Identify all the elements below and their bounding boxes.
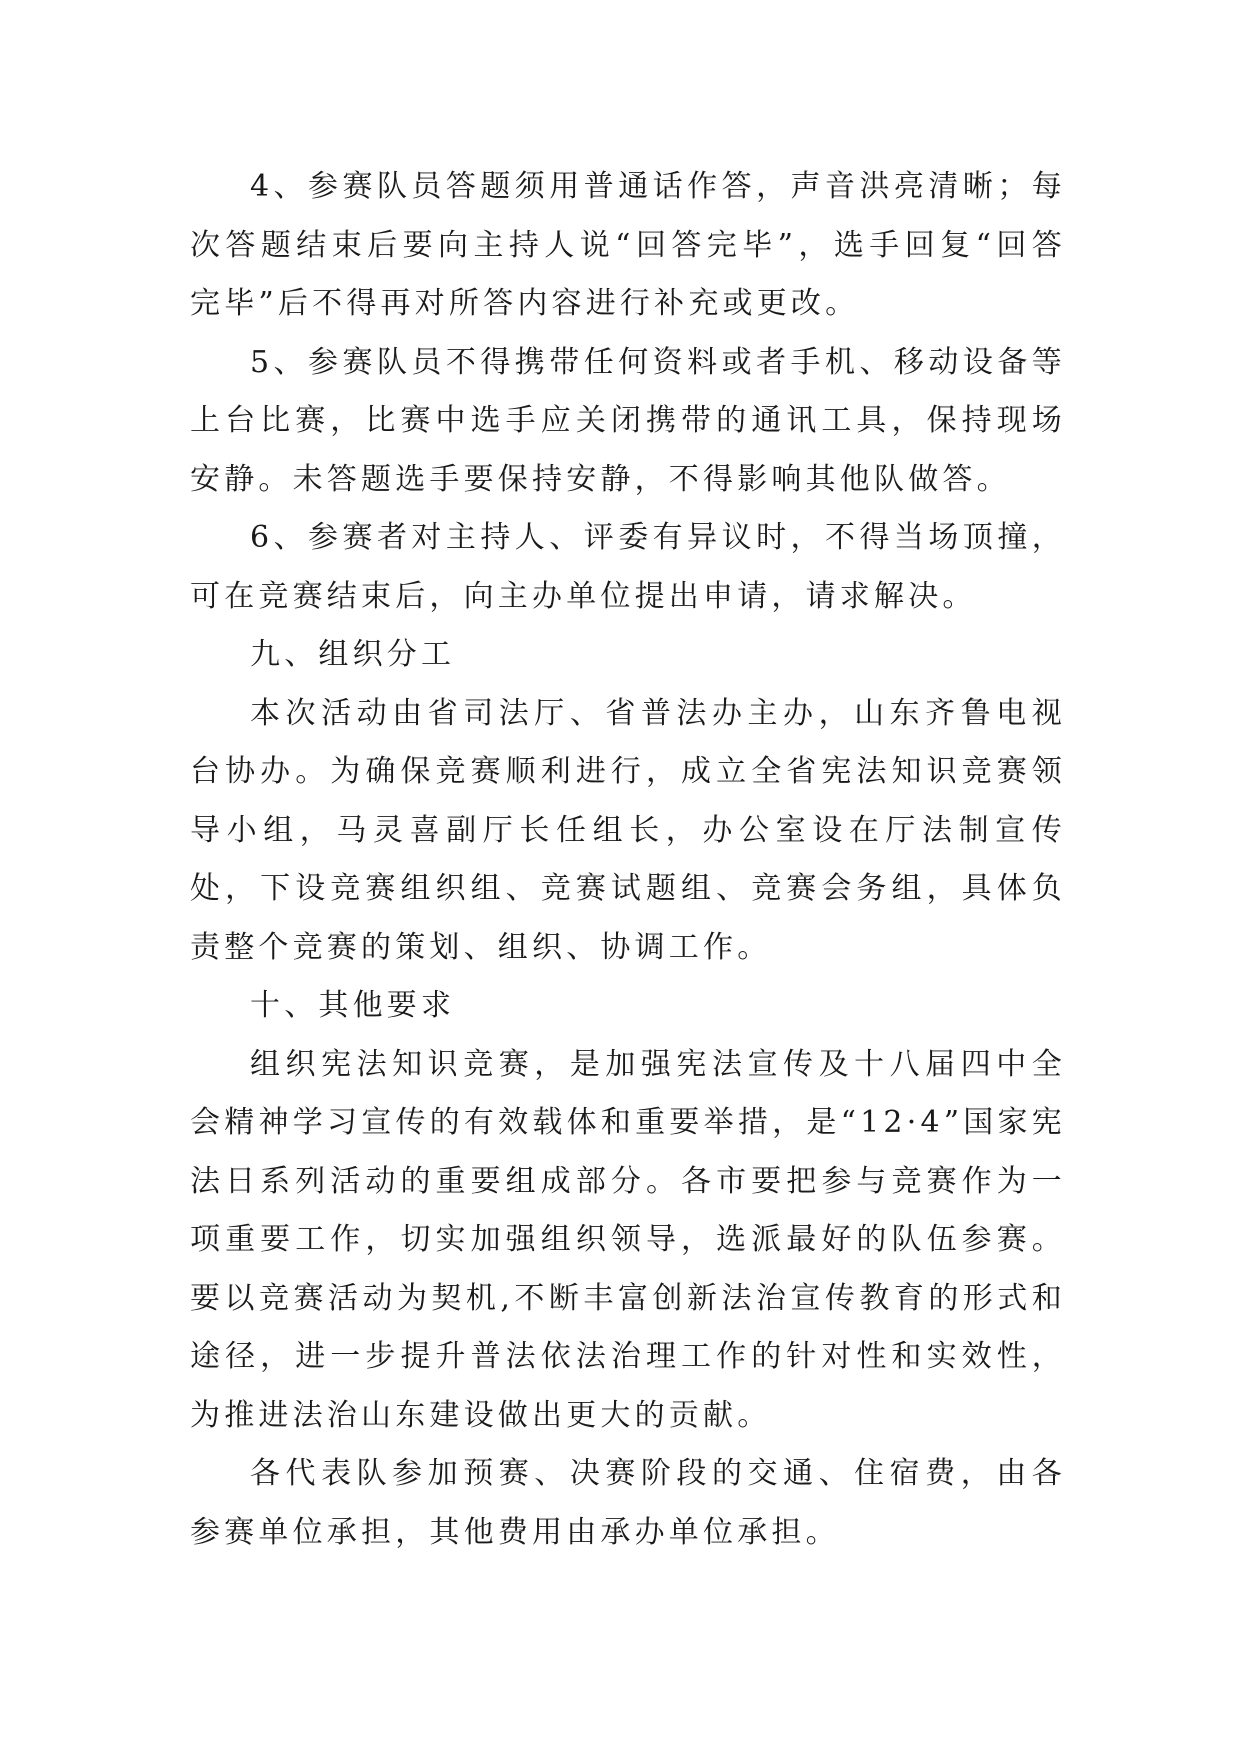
expenses-paragraph: 各代表队参加预赛、决赛阶段的交通、住宿费，由各参赛单位承担，其他费用由承办单位承担。 [190, 1456, 1066, 1550]
organization-paragraph: 本次活动由省司法厅、省普法办主办，山东齐鲁电视台协办。为确保竞赛顺利进行，成立全省宪法知识竞赛领导小组，马灵喜副厅长任组长，办公室设在厅法制宣传处，下设竞赛组织组、竞赛试题组、竞赛会务组，具体负责整个竞赛的策划、组织、协调工作。 [190, 695, 1066, 965]
rule-6-paragraph: 6、参赛者对主持人、评委有异议时，不得当场顶撞，可在竞赛结束后，向主办单位提出申请，请求解决。 [190, 520, 1066, 614]
section-9-heading: 九、组织分工 [250, 637, 456, 672]
section-10-heading: 十、其他要求 [250, 988, 456, 1023]
rule-4-paragraph: 4、参赛队员答题须用普通话作答，声音洪亮清晰；每次答题结束后要向主持人说“回答完毕”，选手回复“回答完毕”后不得再对所答内容进行补充或更改。 [190, 169, 1066, 321]
rule-5-paragraph: 5、参赛队员不得携带任何资料或者手机、移动设备等上台比赛，比赛中选手应关闭携带的通讯工具，保持现场安静。未答题选手要保持安静，不得影响其他队做答。 [190, 344, 1066, 497]
document-body [190, 158, 1066, 1562]
requirements-paragraph: 组织宪法知识竞赛，是加强宪法宣传及十八届四中全会精神学习宣传的有效载体和重要举措，是“12·4”国家宪法日系列活动的重要组成部分。各市要把参与竞赛作为一项重要工作，切实加强组织领导，选派最好的队伍参赛。要以竞赛活动为契机,不断丰富创新法治宣传教育的形式和途径，进一步提升普法依法治理工作的针对性和实效性，为推进法治山东建设做出更大的贡献。 [190, 1046, 1066, 1433]
